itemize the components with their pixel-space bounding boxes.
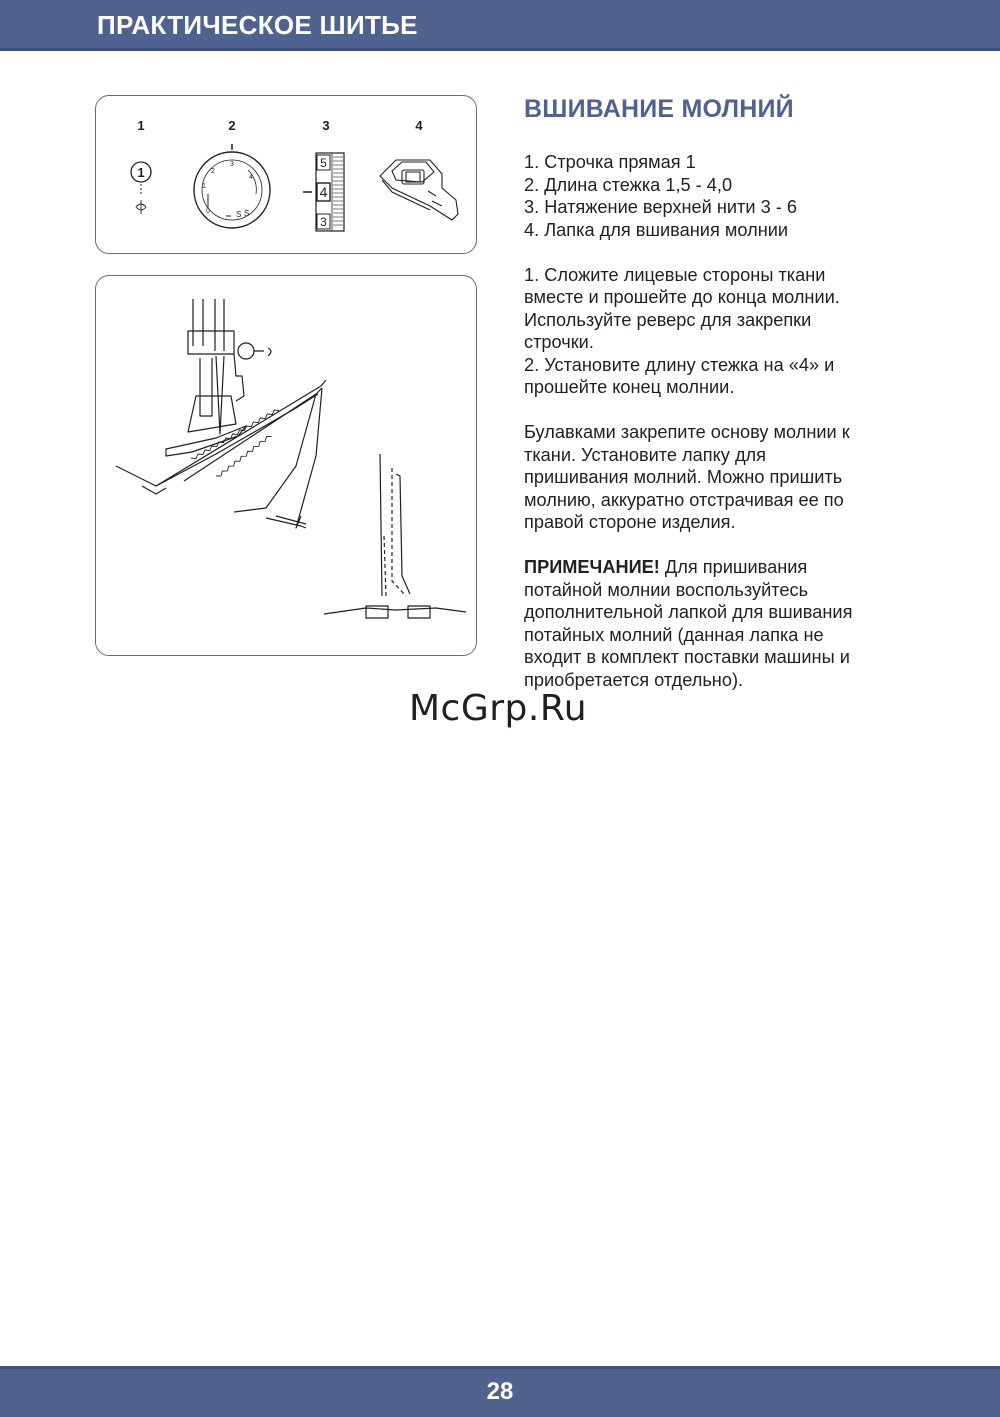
dial-mark-s2: S [244, 209, 250, 218]
zipper-foot-icon [380, 160, 458, 220]
zipper-foot-shape [166, 426, 246, 456]
pins-line: правой стороне изделия. [524, 512, 736, 532]
settings-panel [95, 95, 477, 254]
footer-band [0, 1366, 1000, 1417]
tension-value-4: 4 [319, 184, 328, 200]
note-line: потайной молнии воспользуйтесь [524, 579, 809, 600]
dial-mark-3: 3 [230, 161, 234, 168]
dial-mark-2: 2 [211, 168, 215, 175]
section-header-title: ПРАКТИЧЕСКОЕ ШИТЬЕ [97, 10, 418, 40]
steps-line: прошейте конец молнии. [524, 377, 735, 397]
sewing-zipper-illustration [96, 276, 476, 655]
step-number-1: 1 [137, 118, 145, 133]
pins-line: молнию, аккуратно отстрачивая ее по [524, 489, 844, 510]
needle-shape [216, 356, 224, 434]
step-number-3: 3 [322, 118, 330, 133]
pins-line: ткани. Установите лапку для [524, 444, 767, 465]
dial-mark-1: 1 [202, 183, 206, 190]
settings-item: 2. Длина стежка 1,5 - 4,0 [524, 174, 733, 195]
steps-line: строчки. [524, 332, 594, 352]
thread-tension-scale-icon [303, 153, 344, 231]
watermark-text: McGrp.Ru [409, 688, 588, 729]
note-line: потайных молний (данная лапка не [524, 624, 824, 645]
presser-bar-shape [193, 299, 203, 346]
needle-bar-shape [215, 299, 224, 351]
stitch-selector-value: 1 [137, 165, 145, 180]
note-first-line [524, 556, 924, 579]
steps-line: 1. Сложите лицевые стороны ткани [524, 264, 826, 285]
steps-paragraph [524, 264, 924, 399]
foot-shank-shape [200, 358, 212, 416]
step-number-4: 4 [415, 118, 423, 133]
step-number-2: 2 [228, 118, 236, 133]
header-band [0, 0, 1000, 51]
settings-item: 4. Лапка для вшивания молнии [524, 219, 789, 240]
dial-mark-0: 0 [206, 208, 210, 215]
page-number: 28 [486, 1378, 514, 1405]
stitch-pattern-icon [131, 162, 151, 214]
illustration-panel [95, 275, 477, 656]
needle-clamp-shape [188, 331, 234, 354]
note-line: дополнительной лапкой для вшивания [524, 602, 853, 622]
pins-paragraph [524, 421, 924, 534]
steps-line: вместе и прошейте до конца молнии. [524, 287, 840, 307]
note-first-text: Для пришивания [659, 557, 808, 577]
settings-icons [96, 96, 476, 253]
stitch-length-dial-icon [194, 144, 270, 228]
settings-list [524, 151, 924, 241]
note-line: входит в комплект поставки машины и [524, 647, 850, 667]
note-line: приобретается отдельно). [524, 669, 744, 690]
tension-value-5: 5 [320, 156, 327, 170]
pins-line: Булавками закрепите основу молнии к [524, 422, 850, 442]
settings-item: 1. Строчка прямая 1 [524, 152, 696, 172]
tension-value-3: 3 [320, 215, 327, 229]
settings-item: 3. Натяжение верхней нити 3 - 6 [524, 197, 797, 217]
dial-mark-s1: S [236, 210, 242, 219]
seam-line-shape [380, 454, 382, 596]
note-paragraph [524, 556, 924, 691]
dial-mark-4: 4 [249, 174, 253, 181]
section-title: ВШИВАНИЕ МОЛНИЙ [524, 95, 794, 123]
pins-line: пришивания молний. Можно пришить [524, 467, 843, 487]
instructions-column [524, 95, 924, 714]
note-label: ПРИМЕЧАНИЕ! [524, 557, 660, 577]
steps-line: 2. Установите длину стежка на «4» и [524, 354, 835, 375]
steps-line: Используйте реверс для закрепки [524, 309, 812, 330]
